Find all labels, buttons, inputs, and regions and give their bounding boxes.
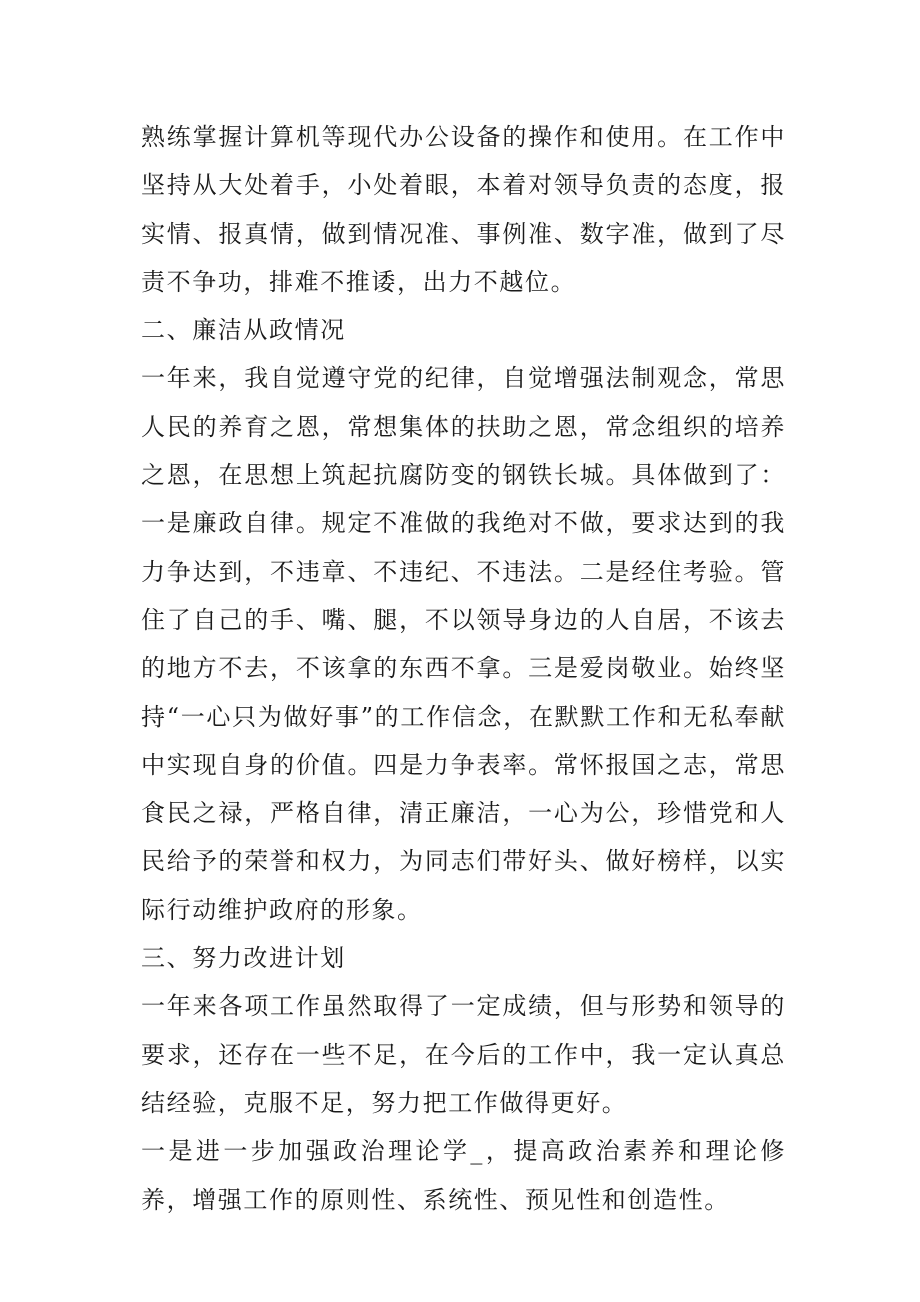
paragraph-improvement-point-one: 一是进一步加强政治理论学_，提高政治素养和理论修养，增强工作的原则性、系统性、预见性和创造性。 (141, 1137, 786, 1214)
paragraph-office-skills: 熟练掌握计算机等现代办公设备的操作和使用。在工作中坚持从大处着手，小处着眼，本着对领导负责的态度，报实情、报真情，做到情况准、事例准、数字准，做到了尽责不争功，排难不推诿，出力不越位。 (141, 123, 786, 296)
section-heading-integrity: 二、廉洁从政情况 (141, 316, 346, 345)
paragraph-integrity: 一年来，我自觉遵守党的纪律，自觉增强法制观念，常思人民的养育之恩，常想集体的扶助之恩，常念组织的培养之恩，在思想上筑起抗腐防变的钢铁长城。具体做到了：一是廉政自律。规定不准做的我绝对不做，要求达到的我力争达到，不违章、不违纪、不违法。二是经住考验。管住了自己的手、嘴、腿，不以领导身边的人自居，不该去的地方不去，不该拿的东西不拿。三是爱岗敬业。始终坚持“一心只为做好事”的工作信念，在默默工作和无私奉献中实现自身的价值。四是力争表率。常怀报国之志，常思食民之禄，严格自律，清正廉洁，一心为公，珍惜党和人民给予的荣誉和权力，为同志们带好头、做好榜样，以实际行动维护政府的形象。 (141, 364, 786, 924)
section-heading-improvement-plan: 三、努力改进计划 (141, 944, 346, 973)
paragraph-improvement-intro: 一年来各项工作虽然取得了一定成绩，但与形势和领导的要求，还存在一些不足，在今后的工作中，我一定认真总结经验，克服不足，努力把工作做得更好。 (141, 992, 786, 1117)
document-body (141, 113, 786, 1224)
